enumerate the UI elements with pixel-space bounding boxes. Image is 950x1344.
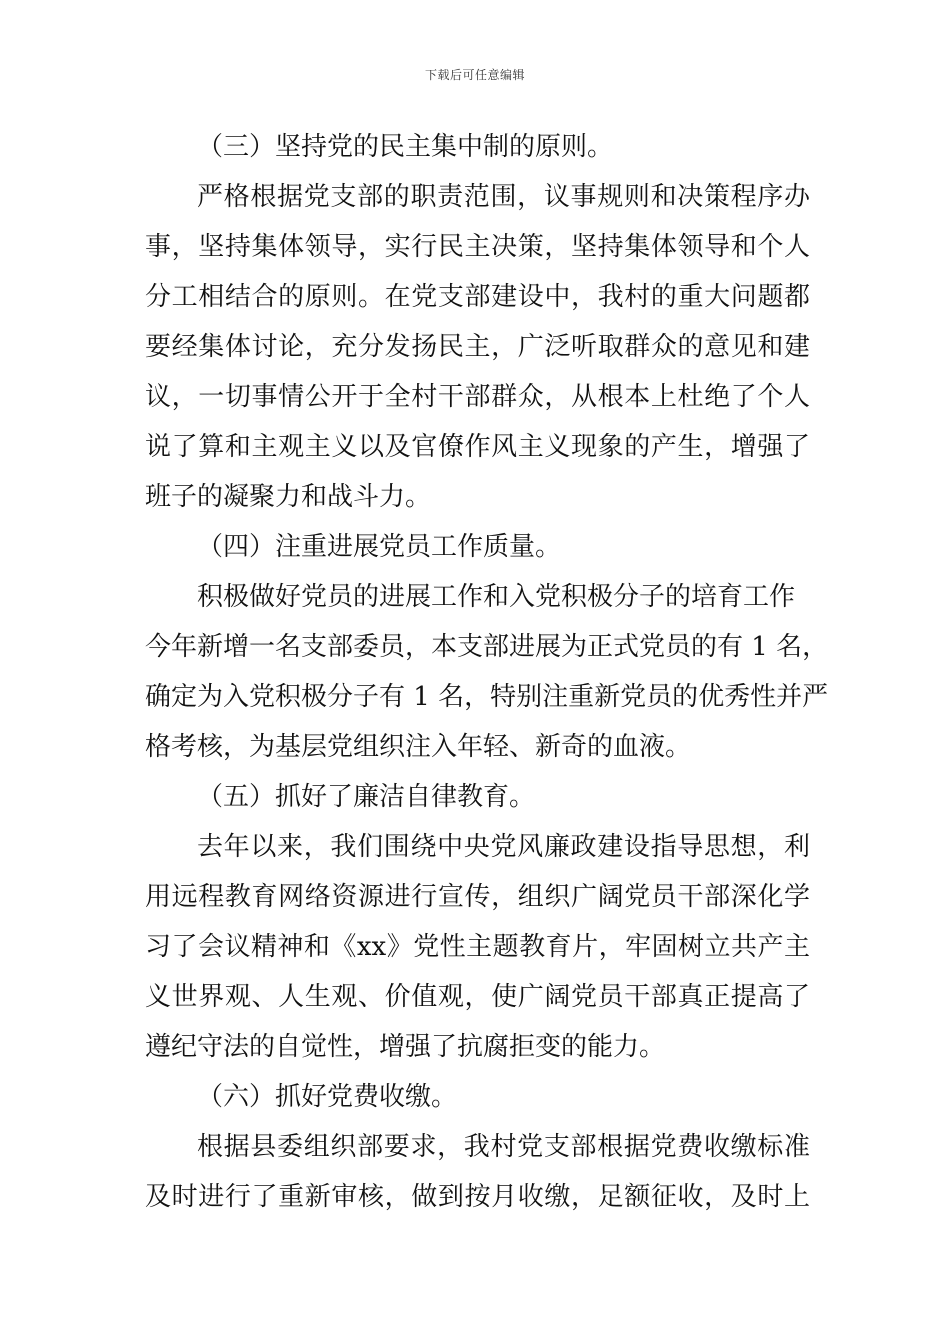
page-header: 下载后可任意编辑: [424, 68, 525, 82]
paragraph-line: 分工相结合的原则。在党支部建设中，我村的重大问题都: [145, 282, 810, 312]
paragraph-line: 说了算和主观主义以及官僚作风主义现象的产生，增强了: [145, 432, 810, 462]
document-body: [145, 127, 829, 1227]
paragraph-line: 去年以来，我们围绕中央党风廉政建设指导思想，利: [197, 832, 810, 862]
paragraph-line: 事，坚持集体领导，实行民主决策，坚持集体领导和个人: [145, 232, 810, 262]
paragraph-line: 要经集体讨论，充分发扬民主，广泛听取群众的意见和建: [145, 332, 810, 362]
paragraph-line: 积极做好党员的进展工作和入党积极分子的培育工作: [197, 582, 796, 612]
paragraph-line: 议，一切事情公开于全村干部群众，从根本上杜绝了个人: [145, 382, 810, 412]
paragraph-line: 今年新增一名支部委员，本支部进展为正式党员的有 1 名，: [145, 632, 829, 662]
paragraph-line: 严格根据党支部的职责范围，议事规则和决策程序办: [197, 182, 810, 212]
paragraph-line: 及时进行了重新审核，做到按月收缴，足额征收，及时上: [145, 1182, 810, 1212]
section-heading-5: （五）抓好了廉洁自律教育。: [197, 782, 536, 812]
section-heading-3: （三）坚持党的民主集中制的原则。: [197, 132, 614, 162]
paragraph-line: 班子的凝聚力和战斗力。: [145, 482, 432, 512]
paragraph-line: 习了会议精神和《xx》党性主题教育片，牢固树立共产主: [145, 932, 810, 962]
section-heading-6: （六）抓好党费收缴。: [197, 1082, 458, 1112]
paragraph-line: 确定为入党积极分子有 1 名，特别注重新党员的优秀性并严: [145, 682, 829, 712]
paragraph-line: 遵纪守法的自觉性，增强了抗腐拒变的能力。: [145, 1032, 666, 1062]
paragraph-line: 根据县委组织部要求，我村党支部根据党费收缴标准: [197, 1132, 810, 1162]
paragraph-line: 用远程教育网络资源进行宣传，组织广阔党员干部深化学: [145, 882, 810, 912]
section-heading-4: （四）注重进展党员工作质量。: [197, 532, 562, 562]
paragraph-line: 义世界观、人生观、价值观，使广阔党员干部真正提高了: [145, 982, 810, 1012]
paragraph-line: 格考核，为基层党组织注入年轻、新奇的血液。: [145, 732, 692, 762]
